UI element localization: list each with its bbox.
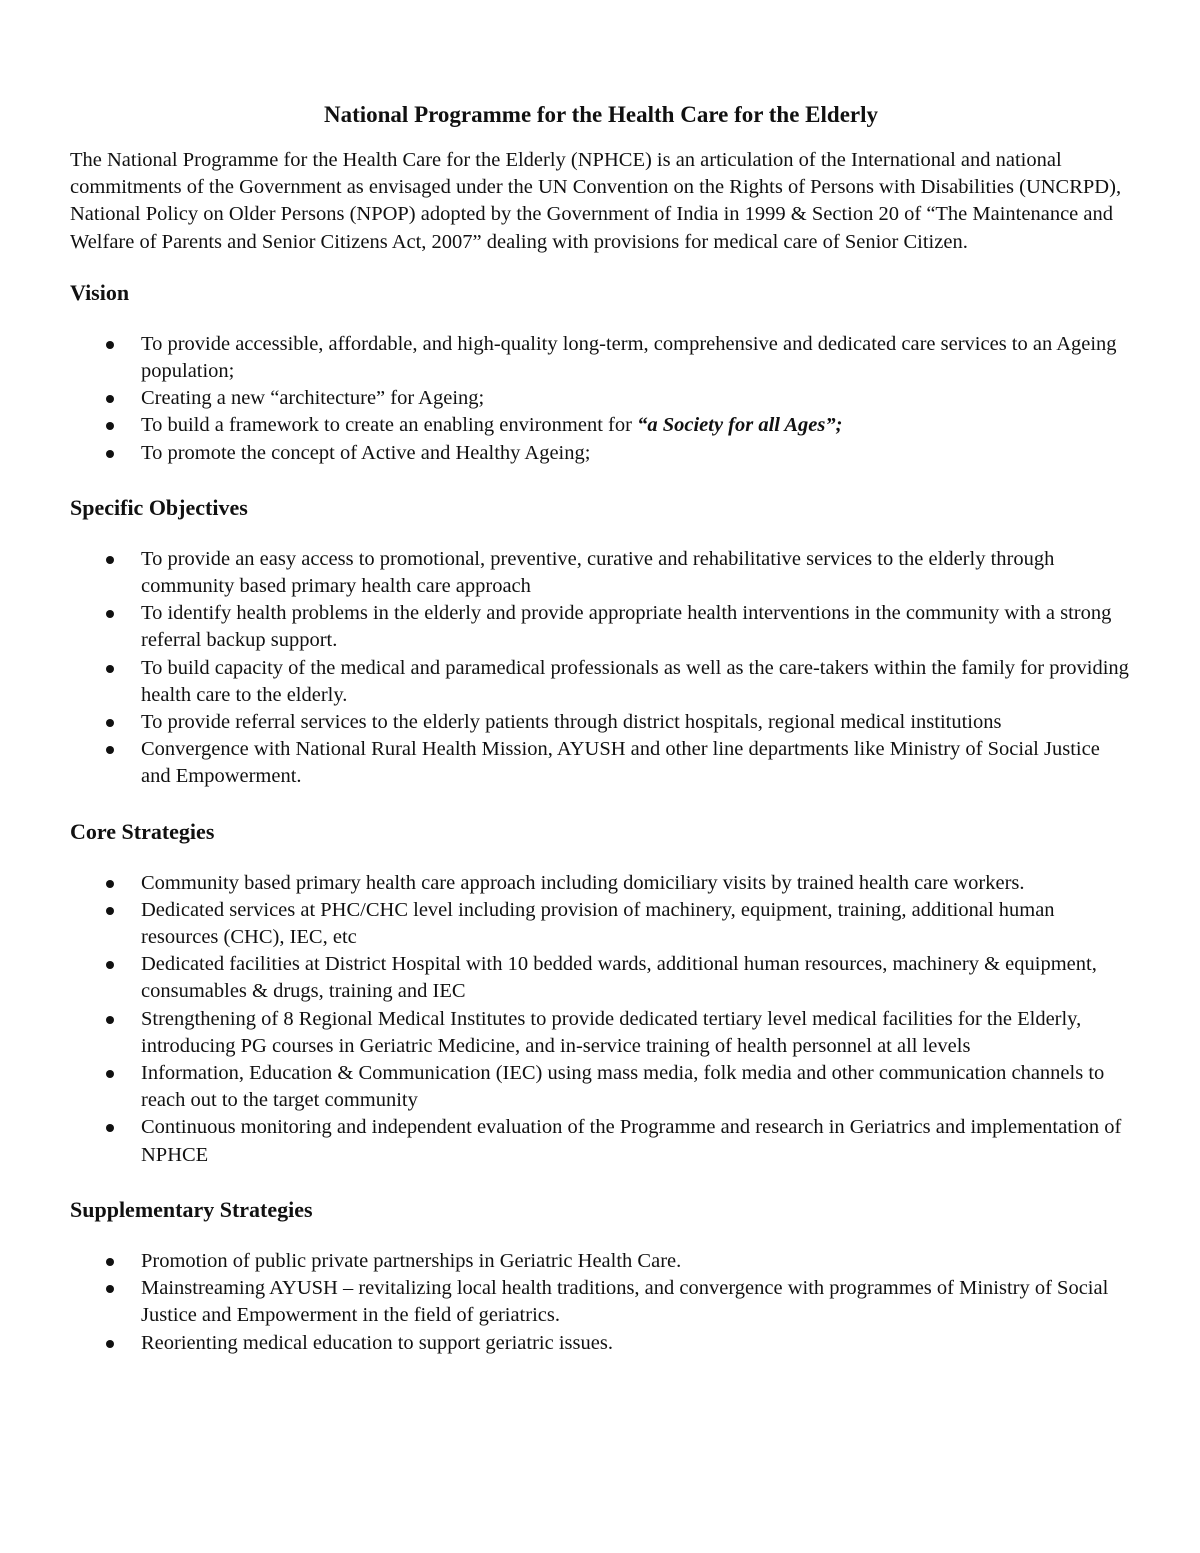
list-item: Dedicated facilities at District Hospital with 10 bedded wards, additional human resources, machinery & equipment, consumables & drugs, training and IEC — [70, 951, 1132, 1005]
bullet-icon — [106, 1016, 114, 1024]
list-item: To provide accessible, affordable, and high-quality long-term, comprehensive and dedicated care services to an Ageing population; — [70, 331, 1132, 385]
list-item: Convergence with National Rural Health Mission, AYUSH and other line departments like Ministry of Social Justice and Empowerment. — [70, 736, 1132, 790]
supplementary-strategies-heading: Supplementary Strategies — [70, 1196, 313, 1222]
bullet-icon — [106, 1340, 114, 1348]
list-item: Mainstreaming AYUSH – revitalizing local health traditions, and convergence with programmes of Ministry of Social Justice and Empowerment in the field of geriatrics. — [70, 1275, 1132, 1329]
objectives-list — [70, 546, 1132, 791]
list-item: Continuous monitoring and independent evaluation of the Programme and research in Geriatrics and implementation of NPHCE — [70, 1114, 1132, 1168]
bullet-icon — [106, 422, 114, 430]
list-item: Strengthening of 8 Regional Medical Institutes to provide dedicated tertiary level medical facilities for the Elderly, introducing PG courses in Geriatric Medicine, and in-service training of health personnel at all levels — [70, 1006, 1132, 1060]
bullet-icon — [106, 719, 114, 727]
bullet-icon — [106, 556, 114, 564]
bullet-icon — [106, 907, 114, 915]
vision-heading: Vision — [70, 279, 130, 305]
list-item: To build a framework to create an enabling environment for “a Society for all Ages”; — [70, 412, 1132, 439]
bullet-icon — [106, 1070, 114, 1078]
objectives-heading: Specific Objectives — [70, 494, 248, 520]
list-item: To build capacity of the medical and paramedical professionals as well as the care-takers within the family for providing health care to the elderly. — [70, 655, 1132, 709]
society-for-all-ages-emphasis: “a Society for all Ages”; — [637, 414, 843, 437]
list-item: Dedicated services at PHC/CHC level including provision of machinery, equipment, training, additional human resources (CHC), IEC, etc — [70, 897, 1132, 951]
list-item: To provide an easy access to promotional, preventive, curative and rehabilitative services to the elderly through community based primary health care approach — [70, 546, 1132, 600]
document-title: National Programme for the Health Care for the Elderly — [323, 102, 879, 127]
list-item: To provide referral services to the elderly patients through district hospitals, regional medical institutions — [70, 709, 1132, 736]
list-item: Promotion of public private partnerships in Geriatric Health Care. — [70, 1248, 1132, 1275]
bullet-icon — [106, 1285, 114, 1293]
list-item: Creating a new “architecture” for Ageing; — [70, 385, 1132, 412]
bullet-icon — [106, 1258, 114, 1266]
bullet-icon — [106, 665, 114, 673]
list-item: To promote the concept of Active and Healthy Ageing; — [70, 440, 1132, 467]
list-item: Community based primary health care approach including domiciliary visits by trained health care workers. — [70, 870, 1132, 897]
bullet-icon — [106, 1124, 114, 1132]
intro-paragraph: The National Programme for the Health Care for the Elderly (NPHCE) is an articulation of the International and national commitments of the Government as envisaged under the UN Convention on the Rights of Persons with Disabilities (UNCRPD), National Policy on Older Persons (NPOP) adopted by the Government of India in 1999 & Section 20 of “The Maintenance and Welfare of Parents and Senior Citizens Act, 2007” dealing with provisions for medical care of Senior Citizen. — [70, 149, 1122, 253]
list-item: To identify health problems in the elderly and provide appropriate health interventions in the community with a strong referral backup support. — [70, 600, 1132, 654]
bullet-icon — [106, 961, 114, 969]
bullet-icon — [106, 746, 114, 754]
bullet-icon — [106, 341, 114, 349]
bullet-icon — [106, 880, 114, 888]
vision-list — [70, 331, 1132, 467]
core-strategies-heading: Core Strategies — [70, 818, 215, 844]
bullet-icon — [106, 610, 114, 618]
bullet-icon — [106, 395, 114, 403]
document-page — [70, 100, 1132, 1383]
core-strategies-list — [70, 870, 1132, 1169]
supplementary-strategies-list — [70, 1248, 1132, 1357]
bullet-icon — [106, 450, 114, 458]
list-item: Reorienting medical education to support geriatric issues. — [70, 1330, 1132, 1357]
list-item: Information, Education & Communication (IEC) using mass media, folk media and other communication channels to reach out to the target community — [70, 1060, 1132, 1114]
